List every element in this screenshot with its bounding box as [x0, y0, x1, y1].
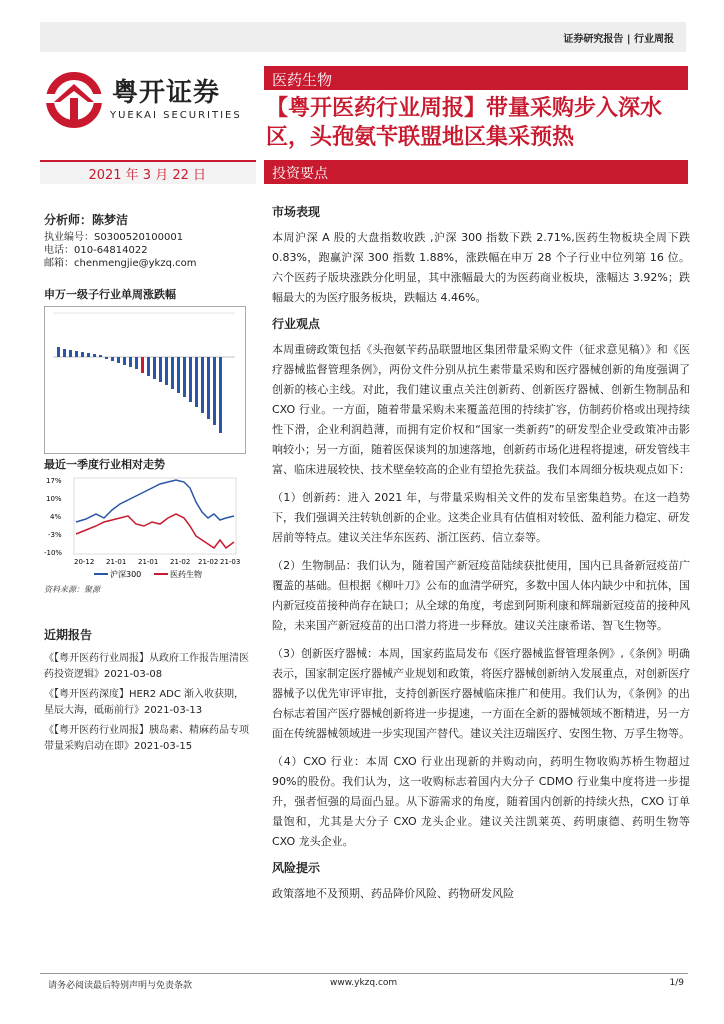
legend-hs300: 沪深300: [110, 570, 142, 579]
recent-reports: [44, 626, 250, 759]
sector-label: 医药生物: [272, 71, 333, 89]
pharma-line: [76, 514, 234, 548]
page-number: 1/9: [669, 978, 684, 988]
x-tick: 21-03: [220, 558, 240, 566]
analyst-phone: 电话：010-64814022: [44, 245, 148, 256]
investment-points-label: 投资要点: [272, 166, 328, 182]
report-type-label: 证券研究报告 | 行业周报: [563, 34, 674, 45]
brand-name-en: YUEKAI SECURITIES: [110, 110, 242, 121]
paragraph: 本周重磅政策包括《头孢氨苄药品联盟地区集团带量采购文件（征求意见稿）》和《医疗器械监督管理条例》，两份文件分别从抗生素带量采购和医疗器械创新的角度强调了创新的核心主线。对此，我们建议重点关注创新药、创新医疗器械、创新生物制品和 CXO 行业。一方面，随着带量采购未来覆盖范围的持续扩容，仿制药价格或出现持续性下滑，企业利润趋薄，而拥有定价权和“国家一类新药”的研发型企业受政策冲击影响较小；另一方面，随着医保谈判的加速落地，创新药市场化进程将提速，研发管线丰富、临床进展较快、技术壁垒较高的企业有望抢先获益。我们本周细分板块观点如下：: [272, 343, 690, 476]
chart-source: 资料来源：聚源: [44, 585, 100, 594]
analyst-name: 分析师：陈梦洁: [44, 213, 129, 227]
sector-weekly-change-chart: [44, 306, 246, 454]
main-content: [272, 204, 690, 912]
recent-report-item[interactable]: 《【粤开医药深度】HER2 ADC 渐入收获期，星辰大海，砥砺前行》2021-03-13: [44, 689, 245, 716]
recent-report-item[interactable]: 《【粤开医药行业周报】胰岛素、精麻药品专项带量采购启动在即》2021-03-15: [44, 725, 249, 752]
date-banner: [40, 160, 256, 184]
paragraph: （3）创新医疗器械：本周，国家药监局发布《医疗器械监督管理条例》,《条例》明确表示，国家制定医疗器械产业规划和政策，将医疗器械创新纳入发展重点，对创新医疗器械予以优先审评审批，支持创新医疗器械临床推广和使用。我们认为，《条例》的出台标志着国产医疗器械创新将进一步提速，一方面在全新的器械领域不断精进，另一方面在传统器械领域进一步实现国产替代。建议关注迈瑞医疗、安图生物、万孚生物等。: [272, 647, 690, 740]
footer-divider: [40, 973, 688, 974]
legend-pharma: 医药生物: [170, 570, 202, 579]
hs300-line: [76, 480, 234, 522]
chart2-title: 最近一季度行业相对走势: [44, 458, 165, 471]
paragraph: 政策落地不及预期、药品降价风险、药物研发风险: [272, 887, 514, 900]
section-heading: 行业观点: [272, 317, 321, 331]
analyst-email: 邮箱：chenmengjie@ykzq.com: [44, 258, 197, 269]
relative-trend-chart: [44, 474, 240, 582]
yuekai-logo-icon: [46, 72, 106, 128]
recent-report-item[interactable]: 《【粤开医药行业周报】从政府工作报告厘清医药投资逻辑》2021-03-08: [44, 653, 249, 680]
y-tick: 17%: [46, 477, 62, 485]
paragraph: 本周沪深 A 股的大盘指数收跌 ,沪深 300 指数下跌 2.71%,医药生物板块全周下跌 0.83%，跑赢沪深 300 指数 1.88%，涨跌幅在申万 28 个子行业中位列第 16 位。六个医药子版块涨跌分化明显，其中涨幅最大的为医药商业板块，涨幅达 3.92%；跌幅最大的为医疗服务板块，跌幅达 4.46%。: [272, 231, 690, 304]
x-tick: 21-01: [138, 558, 159, 566]
report-date: 2021 年 3 月 22 日: [88, 168, 206, 183]
chart1-title: 申万一级子行业单周涨跌幅: [44, 288, 176, 301]
analyst-info: [44, 214, 196, 270]
y-tick: 10%: [46, 495, 62, 503]
top-bar: [40, 22, 686, 52]
paragraph: （2）生物制品：我们认为，随着国产新冠疫苗陆续获批使用，国内已具备新冠疫苗广覆盖的基础。但根据《柳叶刀》公布的血清学研究，多数中国人体内缺少中和抗体，国内新冠疫苗接种尚存在缺口；从全球的角度，考虑到阿斯利康和辉瑞新冠疫苗的接种风险，未来国产新冠疫苗的出口潜力将进一步释放。建议关注康希诺、智飞生物等。: [272, 559, 690, 632]
paragraph: （4）CXO 行业：本周 CXO 行业出现新的并购动向，药明生物收购苏桥生物超过 90%的股份。我们认为，这一收购标志着国内大分子 CDMO 行业集中度将进一步提升，强者恒强的局面凸显。从下游需求的角度，随着国内创新的持续火热，CXO 订单量饱和，尤其是大分子 CXO 龙头企业。建议关注凯莱英、药明康德、药明生物等 CXO 龙头企业。: [272, 755, 690, 848]
y-tick: -3%: [48, 531, 62, 539]
x-tick: 21-01: [106, 558, 127, 566]
x-tick: 20-12: [74, 558, 95, 566]
footer-url[interactable]: www.ykzq.com: [330, 978, 398, 988]
sector-weekly-change-bars: [45, 307, 245, 453]
relative-trend-lines: [44, 474, 240, 582]
section-heading: 市场表现: [272, 205, 321, 219]
brand-logo: [46, 72, 242, 132]
paragraph: （1）创新药：进入 2021 年，与带量采购相关文件的发布呈密集趋势。在这一趋势下，我们强调关注转轨创新的企业。这类企业具有估值相对较低、盈利能力稳定、研发居前等特点。建议关注华东医药、浙江医药、信立泰等。: [272, 491, 690, 544]
x-tick: 21-02: [170, 558, 191, 566]
report-title: 【粤开医药行业周报】带量采购步入深水区，头孢氨苄联盟地区集采预热: [266, 96, 663, 150]
brand-name-cn: 粤开证券: [112, 78, 221, 108]
investment-points-banner: [264, 160, 688, 184]
y-tick: -10%: [44, 549, 63, 557]
sector-banner: [264, 66, 688, 90]
section-heading: 风险提示: [272, 861, 321, 875]
x-tick: 21-02: [198, 558, 219, 566]
y-tick: 4%: [50, 513, 62, 521]
analyst-cert: 执业编号：S0300520100001: [44, 232, 184, 243]
footer-disclaimer: 请务必阅读最后特别声明与免责条款: [48, 981, 193, 991]
recent-reports-head: 近期报告: [44, 628, 93, 642]
